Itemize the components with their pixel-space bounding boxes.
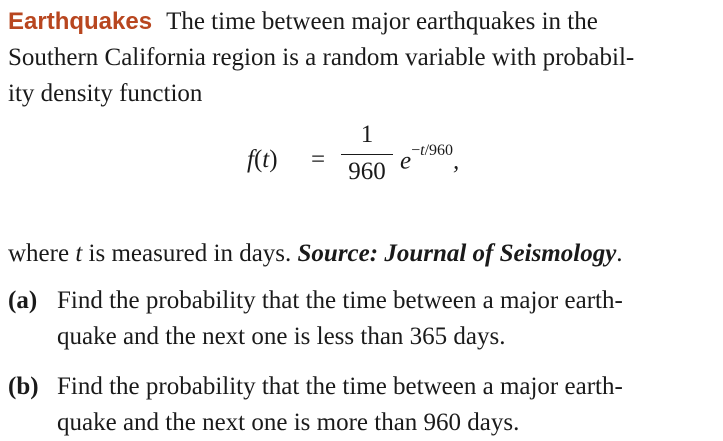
formula-open-paren: ( (253, 146, 263, 173)
formula-numerator: 1 (360, 121, 374, 148)
exponent-var: t (420, 142, 425, 159)
source-end: . (616, 240, 623, 267)
formula-func: f (247, 146, 254, 173)
formula-var: t (262, 146, 270, 173)
density-formula (8, 120, 714, 208)
section-heading: Earthquakes (8, 8, 153, 35)
formula-base: e (400, 147, 412, 175)
part-a-line-1: Find the probability that the time between a major earth- (57, 287, 623, 314)
intro-paragraph (8, 4, 714, 112)
problem-block (8, 4, 714, 441)
where-suffix: is measured in days. (82, 240, 298, 267)
where-var: t (75, 240, 83, 267)
part-b-line-2: quake and the next one is more than 960 days. (57, 409, 520, 436)
formula-close-paren: ) (269, 146, 278, 173)
where-prefix: where (8, 240, 76, 267)
exponent-rest: /960 (424, 142, 454, 159)
formula-equals: = (311, 146, 326, 173)
formula-lhs (247, 146, 278, 174)
exponent-sign: − (411, 142, 421, 159)
part-b (8, 369, 714, 441)
part-a-marker: (a) (8, 287, 38, 314)
formula-trailing-comma: , (453, 147, 460, 175)
intro-line-3: ity density function (8, 80, 203, 107)
part-a (8, 283, 714, 355)
source-citation: Source: Journal of Seismology (297, 240, 617, 267)
part-b-line-1: Find the probability that the time between a major earth- (57, 373, 623, 400)
part-b-marker: (b) (8, 373, 39, 400)
intro-line-1: The time between major earthquakes in the (166, 8, 598, 35)
formula-exponential (400, 142, 460, 175)
formula-fraction (341, 120, 393, 189)
formula-denominator: 960 (348, 158, 386, 185)
intro-line-2: Southern California region is a random variable with probabil- (8, 44, 635, 71)
where-line (8, 236, 714, 272)
part-a-line-2: quake and the next one is less than 365 days. (57, 323, 506, 350)
formula-exponent (411, 142, 453, 159)
